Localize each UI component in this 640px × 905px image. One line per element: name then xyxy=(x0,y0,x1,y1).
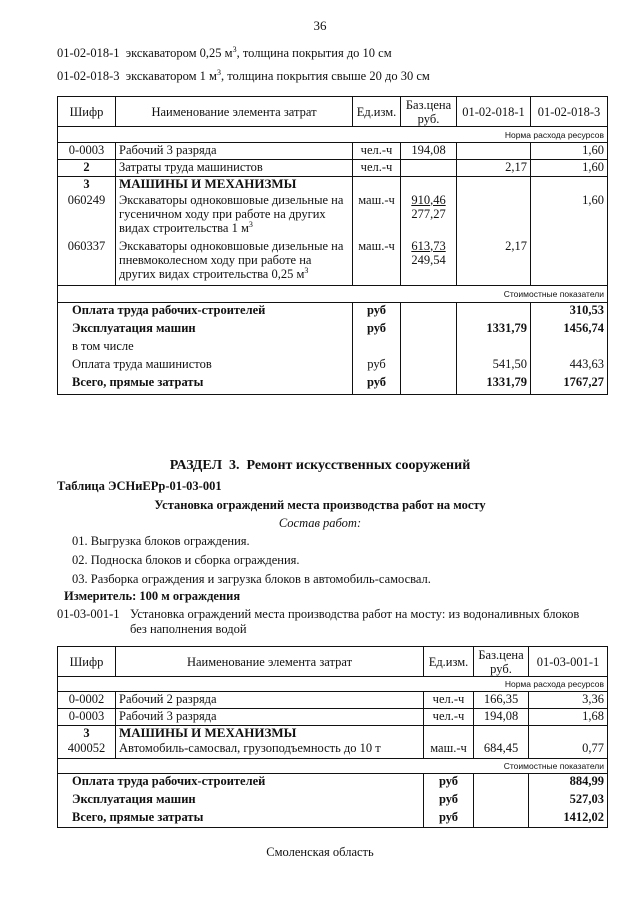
row-code: 060337 xyxy=(58,239,116,286)
row-price-2: 249,54 xyxy=(411,252,446,267)
cost-row-name: Оплата труда рабочих-строителей xyxy=(58,774,424,792)
row-code: 0-0002 xyxy=(58,692,116,709)
section-title: РАЗДЕЛ 3. Ремонт искусственных сооружений xyxy=(169,458,471,473)
cost-row-unit xyxy=(353,339,401,357)
row-price: 166,35 xyxy=(474,692,529,709)
row-unit: маш.-ч xyxy=(353,193,401,239)
cost-row-price xyxy=(474,774,529,792)
table-label: Таблица ЭСНиЕРр-01-03-001 xyxy=(57,479,222,493)
cost-row-price xyxy=(401,357,457,375)
row-value-1 xyxy=(529,726,608,741)
row-value-2: 1,60 xyxy=(531,193,608,239)
header-price: Баз.цена руб. xyxy=(401,97,457,127)
row-unit: чел.-ч xyxy=(424,709,474,726)
cost-row-name: Оплата труда машинистов xyxy=(58,357,353,375)
header-name: Наименование элемента затрат xyxy=(116,97,353,127)
cost-row-value-1 xyxy=(457,339,531,357)
row-price: 684,45 xyxy=(474,741,529,759)
row-price: 613,73 xyxy=(411,238,446,253)
row-value-1: 2,17 xyxy=(457,160,531,177)
row-value-1: 0,77 xyxy=(529,741,608,759)
row-price: 194,08 xyxy=(401,143,457,160)
superscript: 3 xyxy=(248,219,253,229)
row-code: 3 xyxy=(58,726,116,741)
header-col-1: 01-03-001-1 xyxy=(529,647,608,677)
row-value-1 xyxy=(457,177,531,193)
row-name: МАШИНЫ И МЕХАНИЗМЫ xyxy=(116,726,424,741)
row-value-1: 1,68 xyxy=(529,709,608,726)
row-value-2 xyxy=(531,177,608,193)
row-value-1 xyxy=(457,193,531,239)
row-value-1: 2,17 xyxy=(457,239,531,286)
row-name: Затраты труда машинистов xyxy=(116,160,353,177)
row-price-cell xyxy=(401,239,457,286)
item-text: Установка ограждений места производства работ на мосту: из водоналивных блоков xyxy=(130,607,580,621)
row-value-2 xyxy=(531,239,608,286)
cost-row-unit: руб xyxy=(424,774,474,792)
row-price xyxy=(474,726,529,741)
cost-row-price xyxy=(474,792,529,810)
row-code: 0-0003 xyxy=(58,143,116,160)
cost-row-name: Всего, прямые затраты xyxy=(58,810,424,828)
item-code: 01-03-001-1 xyxy=(57,607,120,621)
row-name-text: Экскаваторы одноковшовые дизельные на гусеничном ходу при работе на других видах строительства 1 м xyxy=(119,192,344,235)
cost-row-unit: руб xyxy=(424,810,474,828)
row-code: 2 xyxy=(58,160,116,177)
cost-label: Стоимостные показатели xyxy=(58,759,608,774)
header-col-1: 01-02-018-1 xyxy=(457,97,531,127)
row-name: Автомобиль-самосвал, грузоподъемность до 10 т xyxy=(116,741,424,759)
row-code: 060249 xyxy=(58,193,116,239)
row-unit: маш.-ч xyxy=(424,741,474,759)
item-text: экскаватором 1 м xyxy=(125,69,217,83)
header-code: Шифр xyxy=(58,97,116,127)
cost-row-unit: руб xyxy=(353,303,401,321)
row-price: 910,46 xyxy=(411,192,446,207)
work-item: 01. Выгрузка блоков ограждения. xyxy=(72,534,250,548)
norm-label: Норма расхода ресурсов xyxy=(58,127,608,143)
row-name: Рабочий 2 разряда xyxy=(116,692,424,709)
norm-label: Норма расхода ресурсов xyxy=(58,677,608,692)
item-text: без наполнения водой xyxy=(130,622,247,636)
work-item: 02. Подноска блоков и сборка ограждения. xyxy=(72,553,300,567)
cost-row-value-1 xyxy=(457,303,531,321)
row-value-1 xyxy=(457,143,531,160)
row-unit: чел.-ч xyxy=(353,160,401,177)
row-unit: чел.-ч xyxy=(424,692,474,709)
item-code: 01-02-018-1 xyxy=(57,46,120,60)
row-name xyxy=(116,193,353,239)
item-code: 01-02-018-3 xyxy=(57,69,120,83)
work-item: 03. Разборка ограждения и загрузка блоков в автомобиль-самосвал. xyxy=(72,572,431,586)
cost-row-value-1: 1331,79 xyxy=(457,375,531,395)
row-name xyxy=(116,239,353,286)
cost-row-price xyxy=(401,321,457,339)
cost-row-value-2: 443,63 xyxy=(531,357,608,375)
cost-row-price xyxy=(401,375,457,395)
item-text: экскаватором 0,25 м xyxy=(125,46,233,60)
cost-row-value-1: 1412,02 xyxy=(529,810,608,828)
cost-row-price xyxy=(401,339,457,357)
row-value-1: 3,36 xyxy=(529,692,608,709)
cost-row-name: Всего, прямые затраты xyxy=(58,375,353,395)
cost-row-value-1: 884,99 xyxy=(529,774,608,792)
row-unit: маш.-ч xyxy=(353,239,401,286)
row-unit xyxy=(353,177,401,193)
item-line-1 xyxy=(57,46,392,61)
section-subtitle: Установка ограждений места производства работ на мосту xyxy=(154,498,486,512)
cost-row-name: в том числе xyxy=(58,339,353,357)
row-unit xyxy=(424,726,474,741)
header-col-2: 01-02-018-3 xyxy=(531,97,608,127)
superscript: 3 xyxy=(232,44,237,54)
header-name: Наименование элемента затрат xyxy=(116,647,424,677)
row-code: 0-0003 xyxy=(58,709,116,726)
row-price xyxy=(401,160,457,177)
item-text-rest: , толщина покрытия свыше 20 до 30 см xyxy=(220,69,430,83)
cost-row-unit: руб xyxy=(353,321,401,339)
row-price xyxy=(401,177,457,193)
row-unit: чел.-ч xyxy=(353,143,401,160)
row-price: 194,08 xyxy=(474,709,529,726)
cost-row-unit: руб xyxy=(353,357,401,375)
header-unit: Ед.изм. xyxy=(353,97,401,127)
resource-table-2 xyxy=(57,646,608,828)
cost-row-value-2: 1456,74 xyxy=(531,321,608,339)
cost-label: Стоимостные показатели xyxy=(58,286,608,303)
cost-row-name: Эксплуатация машин xyxy=(58,321,353,339)
cost-row-name: Оплата труда рабочих-строителей xyxy=(58,303,353,321)
cost-row-name: Эксплуатация машин xyxy=(58,792,424,810)
page-number: 36 xyxy=(313,18,327,33)
item-line-2 xyxy=(57,69,430,84)
row-value-2: 1,60 xyxy=(531,160,608,177)
meter-label: Измеритель: 100 м ограждения xyxy=(64,589,241,603)
header-price: Баз.цена руб. xyxy=(474,647,529,677)
cost-row-value-2 xyxy=(531,339,608,357)
row-name-text: Экскаваторы одноковшовые дизельные на пневмоколесном ходу при работе на других видах строительства 0,25 м xyxy=(119,238,344,281)
superscript: 3 xyxy=(304,265,309,275)
row-price-cell xyxy=(401,193,457,239)
cost-row-unit: руб xyxy=(424,792,474,810)
item-text-rest: , толщина покрытия до 10 см xyxy=(236,46,392,60)
cost-row-value-2: 1767,27 xyxy=(531,375,608,395)
cost-row-unit: руб xyxy=(353,375,401,395)
cost-row-price xyxy=(401,303,457,321)
header-code: Шифр xyxy=(58,647,116,677)
cost-row-value-1: 527,03 xyxy=(529,792,608,810)
resource-table-1 xyxy=(57,96,608,395)
row-name: Рабочий 3 разряда xyxy=(116,709,424,726)
row-name: МАШИНЫ И МЕХАНИЗМЫ xyxy=(116,177,353,193)
row-code: 3 xyxy=(58,177,116,193)
cost-row-value-2: 310,53 xyxy=(531,303,608,321)
row-price-2: 277,27 xyxy=(411,206,446,221)
row-value-2: 1,60 xyxy=(531,143,608,160)
works-label: Состав работ: xyxy=(278,516,362,530)
superscript: 3 xyxy=(216,67,221,77)
cost-row-value-1: 541,50 xyxy=(457,357,531,375)
row-name: Рабочий 3 разряда xyxy=(116,143,353,160)
page-footer: Смоленская область xyxy=(266,845,374,859)
header-unit: Ед.изм. xyxy=(424,647,474,677)
row-code: 400052 xyxy=(58,741,116,759)
cost-row-price xyxy=(474,810,529,828)
cost-row-value-1: 1331,79 xyxy=(457,321,531,339)
